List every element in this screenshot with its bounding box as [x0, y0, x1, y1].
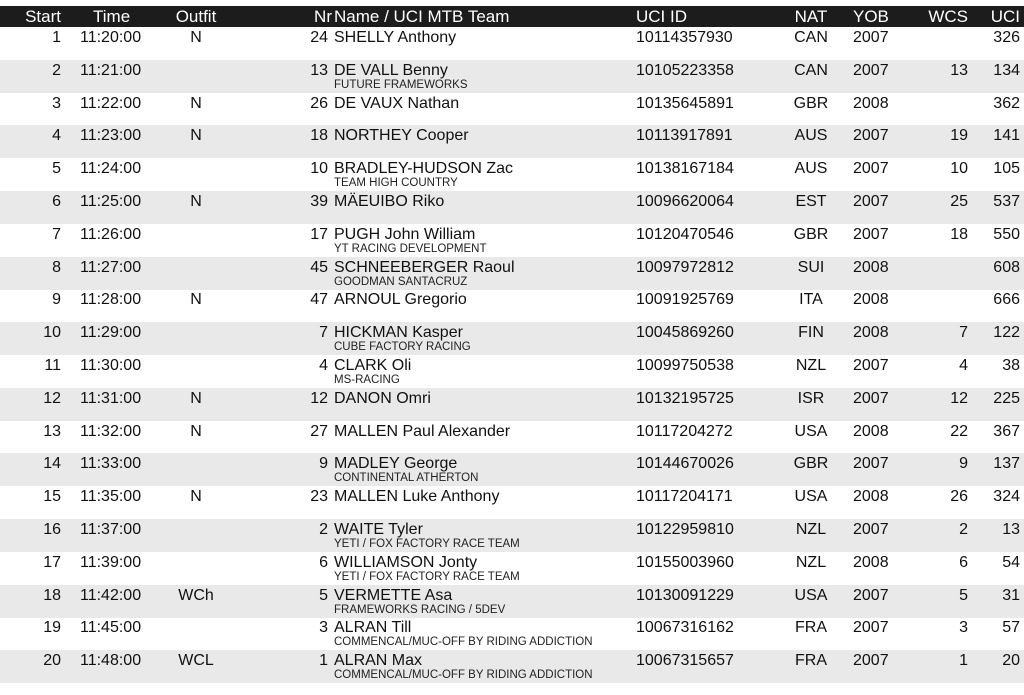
start-cell: 17	[43, 553, 61, 571]
nr-cell: 12	[310, 389, 328, 407]
uci-points-cell: 54	[1002, 553, 1020, 571]
table-row	[0, 60, 1024, 93]
rider-name: MALLEN Luke Anthony	[334, 488, 500, 506]
nr-cell: 4	[319, 357, 328, 374]
time-cell: 11:45:00	[80, 619, 142, 637]
uci-id-cell: 10155003960	[636, 553, 734, 571]
team-name: FRAMEWORKS RACING / 5DEV	[334, 603, 506, 616]
header-outfit: Outfit	[175, 7, 217, 26]
uci-id-cell: 10091925769	[636, 291, 734, 309]
start-cell: 1	[52, 29, 61, 46]
uci-points-cell: 362	[993, 94, 1020, 112]
wcs-cell: 7	[959, 324, 968, 342]
uci-points-cell: 122	[993, 324, 1020, 342]
nat-cell: USA	[794, 586, 828, 604]
team-name: YETI / FOX FACTORY RACE TEAM	[334, 538, 520, 550]
outfit-cell: WCL	[178, 652, 214, 670]
rider-name: ARNOUL Gregorio	[334, 291, 467, 309]
table-row	[0, 125, 1024, 158]
outfit-cell: N	[190, 291, 202, 309]
nat-cell: SUI	[797, 258, 825, 276]
outfit-cell: N	[190, 422, 202, 440]
rider-name: DE VAUX Nathan	[334, 94, 460, 112]
team-name: COMMENCAL/MUC-OFF BY RIDING ADDICTION	[334, 669, 593, 682]
table-row	[0, 585, 1024, 618]
rider-name: HICKMAN Kasper	[334, 324, 463, 342]
time-cell: 11:21:00	[80, 61, 142, 79]
start-cell: 6	[52, 193, 61, 210]
nr-cell: 9	[319, 455, 328, 473]
wcs-cell: 5	[959, 586, 968, 604]
time-cell: 11:30:00	[80, 357, 142, 374]
uci-id-cell: 10105223358	[636, 61, 734, 79]
yob-cell: 2008	[853, 258, 889, 276]
uci-points-cell: 326	[993, 29, 1020, 46]
uci-id-cell: 10132195725	[636, 389, 734, 407]
yob-cell: 2008	[853, 94, 889, 112]
team-name: TEAM HIGH COUNTRY	[334, 177, 458, 190]
time-cell: 11:42:00	[80, 586, 142, 604]
rider-name: NORTHEY Cooper	[334, 127, 469, 145]
time-cell: 11:31:00	[80, 389, 142, 407]
time-cell: 11:22:00	[80, 94, 142, 112]
wcs-cell: 4	[959, 357, 968, 374]
nr-cell: 27	[310, 422, 328, 440]
outfit-cell: N	[190, 389, 202, 407]
wcs-cell: 1	[959, 652, 968, 670]
uci-id-cell: 10138167184	[636, 160, 734, 178]
header-uci: UCI	[990, 7, 1020, 26]
nat-cell: AUS	[794, 160, 828, 178]
team-name: FUTURE FRAMEWORKS	[334, 78, 468, 91]
yob-cell: 2007	[853, 29, 889, 46]
nat-cell: CAN	[794, 61, 828, 79]
uci-id-cell: 10097972812	[636, 258, 734, 276]
nr-cell: 13	[310, 61, 328, 79]
table-row	[0, 519, 1024, 552]
nat-cell: GBR	[793, 94, 829, 112]
uci-points-cell: 38	[1002, 357, 1020, 374]
table-row	[0, 552, 1024, 585]
rider-name: MALLEN Paul Alexander	[334, 422, 511, 440]
start-cell: 3	[52, 94, 61, 112]
nat-cell: CAN	[794, 29, 828, 46]
header-yob: YOB	[853, 7, 889, 26]
header-nat: NAT	[794, 7, 828, 26]
yob-cell: 2007	[853, 619, 889, 637]
wcs-cell: 19	[950, 127, 968, 145]
nr-cell: 5	[319, 586, 328, 604]
table-row	[0, 617, 1024, 650]
nr-cell: 3	[319, 619, 328, 637]
uci-points-cell: 31	[1002, 586, 1020, 604]
uci-points-cell: 20	[1002, 652, 1020, 670]
table-row	[0, 158, 1024, 191]
uci-points-cell: 141	[993, 127, 1020, 145]
yob-cell: 2007	[853, 160, 889, 178]
table-row	[0, 486, 1024, 519]
nr-cell: 23	[310, 488, 328, 506]
time-cell: 11:26:00	[80, 225, 142, 243]
yob-cell: 2007	[853, 193, 889, 210]
nr-cell: 18	[310, 127, 328, 145]
uci-points-cell: 105	[993, 160, 1020, 178]
time-cell: 11:33:00	[80, 455, 142, 473]
yob-cell: 2007	[853, 357, 889, 374]
rider-name: PUGH John William	[334, 225, 476, 243]
nat-cell: GBR	[793, 455, 829, 473]
nr-cell: 2	[319, 521, 328, 538]
uci-id-cell: 10067315657	[636, 652, 734, 670]
header-uci-id: UCI ID	[636, 7, 687, 26]
nat-cell: FRA	[795, 619, 827, 637]
rider-name: WILLIAMSON Jonty	[334, 553, 478, 571]
rider-name: CLARK Oli	[334, 357, 412, 374]
nr-cell: 24	[310, 29, 328, 46]
nat-cell: EST	[795, 193, 827, 210]
start-cell: 5	[52, 160, 61, 178]
outfit-cell: WCh	[178, 586, 214, 604]
table-row	[0, 257, 1024, 290]
table-row	[0, 421, 1024, 454]
time-cell: 11:37:00	[80, 521, 142, 538]
wcs-cell: 18	[950, 225, 968, 243]
header-nr: Nr	[314, 7, 332, 26]
nr-cell: 45	[310, 258, 328, 276]
start-cell: 10	[43, 324, 61, 342]
uci-id-cell: 10117204272	[636, 422, 733, 440]
time-cell: 11:28:00	[80, 291, 142, 309]
team-name: COMMENCAL/MUC-OFF BY RIDING ADDICTION	[334, 636, 593, 649]
yob-cell: 2007	[853, 61, 889, 79]
uci-id-cell: 10144670026	[636, 455, 734, 473]
outfit-cell: N	[190, 127, 202, 145]
nat-cell: NZL	[795, 553, 827, 571]
nat-cell: NZL	[795, 521, 827, 538]
table-row	[0, 388, 1024, 421]
header-start: Start	[25, 7, 61, 26]
team-name: YT RACING DEVELOPMENT	[334, 242, 487, 255]
yob-cell: 2007	[853, 389, 889, 407]
start-cell: 18	[43, 586, 61, 604]
rider-name: BRADLEY-HUDSON Zac	[334, 160, 514, 178]
nat-cell: ITA	[799, 291, 823, 309]
uci-id-cell: 10135645891	[636, 94, 734, 112]
time-cell: 11:24:00	[80, 160, 142, 178]
wcs-cell: 12	[950, 389, 968, 407]
rider-name: DE VALL Benny	[334, 61, 448, 79]
wcs-cell: 22	[950, 422, 968, 440]
start-cell: 16	[43, 521, 61, 538]
start-cell: 14	[43, 455, 61, 473]
start-cell: 15	[43, 488, 61, 506]
team-name: CONTINENTAL ATHERTON	[334, 472, 479, 485]
wcs-cell: 10	[950, 160, 968, 178]
outfit-cell: N	[190, 488, 202, 506]
uci-id-cell: 10096620064	[636, 193, 734, 210]
time-cell: 11:27:00	[80, 258, 142, 276]
nr-cell: 6	[319, 553, 328, 571]
nat-cell: AUS	[794, 127, 828, 145]
nat-cell: USA	[794, 488, 828, 506]
nat-cell: FIN	[798, 324, 824, 342]
rider-name: SHELLY Anthony	[334, 29, 457, 46]
uci-id-cell: 10117204171	[636, 488, 733, 506]
yob-cell: 2008	[853, 291, 889, 309]
time-cell: 11:20:00	[80, 29, 142, 46]
time-cell: 11:23:00	[80, 127, 142, 145]
table-row	[0, 355, 1024, 388]
uci-points-cell: 608	[993, 258, 1020, 276]
start-cell: 12	[43, 389, 61, 407]
uci-id-cell: 10045869260	[636, 324, 734, 342]
yob-cell: 2007	[853, 455, 889, 473]
start-cell: 8	[52, 258, 61, 276]
table-row	[0, 650, 1024, 683]
table-row	[0, 224, 1024, 257]
table-row	[0, 289, 1024, 322]
yob-cell: 2008	[853, 553, 889, 571]
yob-cell: 2007	[853, 652, 889, 670]
nat-cell: USA	[794, 422, 828, 440]
yob-cell: 2007	[853, 225, 889, 243]
start-cell: 19	[43, 619, 61, 637]
wcs-cell: 2	[959, 521, 968, 538]
start-cell: 9	[52, 291, 61, 309]
uci-points-cell: 666	[993, 291, 1020, 309]
wcs-cell: 9	[959, 455, 968, 473]
time-cell: 11:48:00	[80, 652, 142, 670]
rider-name: ALRAN Max	[334, 652, 423, 670]
uci-points-cell: 550	[993, 225, 1020, 243]
rider-name: MÄEUIBO Riko	[334, 193, 445, 210]
start-cell: 4	[52, 127, 61, 145]
uci-points-cell: 13	[1002, 521, 1020, 538]
table-row	[0, 191, 1024, 224]
nr-cell: 7	[319, 324, 328, 342]
start-cell: 20	[43, 652, 61, 670]
rider-name: SCHNEEBERGER Raoul	[334, 258, 515, 276]
wcs-cell: 6	[959, 553, 968, 571]
yob-cell: 2008	[853, 324, 889, 342]
nr-cell: 1	[319, 652, 328, 670]
uci-points-cell: 537	[993, 193, 1020, 210]
wcs-cell: 25	[950, 193, 968, 210]
uci-points-cell: 324	[993, 488, 1020, 506]
nat-cell: ISR	[797, 389, 825, 407]
yob-cell: 2008	[853, 422, 889, 440]
wcs-cell: 13	[950, 61, 968, 79]
outfit-cell: N	[190, 94, 202, 112]
yob-cell: 2007	[853, 127, 889, 145]
nr-cell: 10	[310, 160, 328, 178]
rider-name: WAITE Tyler	[334, 521, 423, 538]
outfit-cell: N	[190, 29, 202, 46]
nr-cell: 26	[310, 94, 328, 112]
rider-name: VERMETTE Asa	[334, 586, 453, 604]
table-row	[0, 27, 1024, 60]
nat-cell: FRA	[795, 652, 827, 670]
table-row	[0, 322, 1024, 355]
uci-id-cell: 10067316162	[636, 619, 734, 637]
team-name: GOODMAN SANTACRUZ	[334, 275, 468, 288]
team-name: MS-RACING	[334, 374, 400, 386]
uci-id-cell: 10130091229	[636, 586, 734, 604]
table-row	[0, 453, 1024, 486]
start-cell: 11	[44, 357, 61, 374]
rider-name: MADLEY George	[334, 455, 458, 473]
team-name: YETI / FOX FACTORY RACE TEAM	[334, 570, 520, 583]
yob-cell: 2007	[853, 521, 889, 538]
table-row	[0, 93, 1024, 126]
uci-id-cell: 10122959810	[636, 521, 734, 538]
time-cell: 11:39:00	[80, 553, 142, 571]
nr-cell: 47	[310, 291, 328, 309]
header-time: Time	[93, 7, 131, 26]
uci-id-cell: 10113917891	[636, 127, 733, 145]
nr-cell: 39	[310, 193, 328, 210]
start-cell: 7	[52, 225, 61, 243]
rider-name: DANON Omri	[334, 389, 431, 407]
nat-cell: NZL	[795, 357, 827, 374]
table-header	[0, 6, 1024, 27]
time-cell: 11:32:00	[80, 422, 142, 440]
uci-id-cell: 10120470546	[636, 225, 734, 243]
uci-points-cell: 225	[993, 389, 1020, 407]
header-name-team: Name / UCI MTB Team	[334, 7, 510, 26]
yob-cell: 2008	[853, 488, 889, 506]
wcs-cell: 26	[950, 488, 968, 506]
uci-points-cell: 134	[993, 61, 1020, 79]
start-cell: 2	[52, 61, 61, 79]
yob-cell: 2007	[853, 586, 889, 604]
outfit-cell: N	[190, 193, 202, 210]
nr-cell: 17	[310, 225, 328, 243]
header-wcs: WCS	[928, 7, 968, 26]
wcs-cell: 3	[959, 619, 968, 637]
uci-points-cell: 57	[1002, 619, 1020, 637]
uci-points-cell: 367	[993, 422, 1020, 440]
rider-name: ALRAN Till	[334, 619, 412, 637]
time-cell: 11:35:00	[80, 488, 142, 506]
uci-points-cell: 137	[993, 455, 1020, 473]
time-cell: 11:29:00	[80, 324, 142, 342]
time-cell: 11:25:00	[80, 193, 142, 210]
nat-cell: GBR	[793, 225, 829, 243]
uci-id-cell: 10114357930	[636, 29, 733, 46]
uci-id-cell: 10099750538	[636, 357, 734, 374]
team-name: CUBE FACTORY RACING	[334, 341, 471, 354]
start-cell: 13	[43, 422, 61, 440]
